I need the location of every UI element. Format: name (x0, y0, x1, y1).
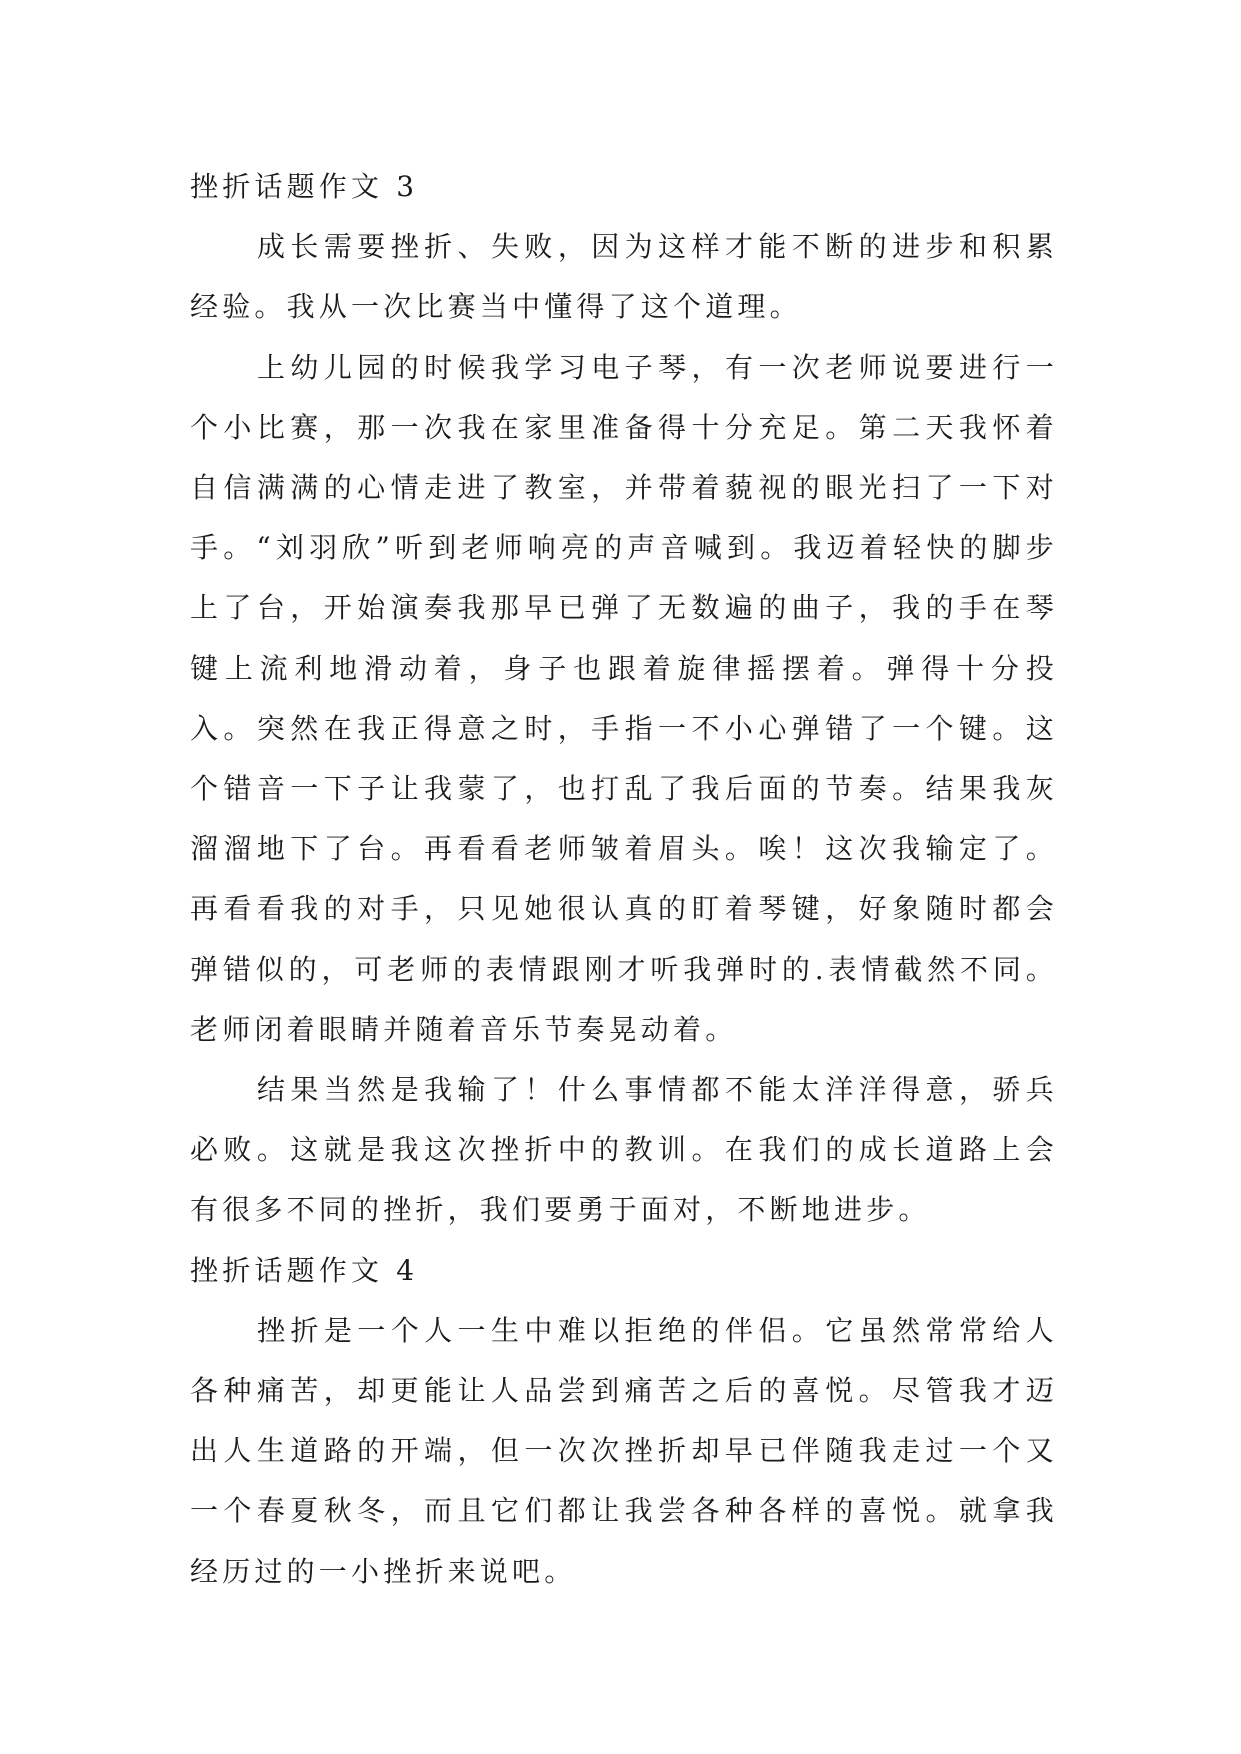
paragraph: 成长需要挫折、失败，因为这样才能不断的进步和积累经验。我从一次比赛当中懂得了这个道理。 (190, 230, 1058, 324)
paragraph: 结果当然是我输了！什么事情都不能太洋洋得意，骄兵必败。这就是我这次挫折中的教训。在我们的成长道路上会有很多不同的挫折，我们要勇于面对，不断地进步。 (190, 1073, 1058, 1227)
document-body (190, 157, 1058, 1602)
paragraph: 挫折是一个人一生中难以拒绝的伴侣。它虽然常常给人各种痛苦，却更能让人品尝到痛苦之后的喜悦。尽管我才迈出人生道路的开端，但一次次挫折却早已伴随我走过一个又一个春夏秋冬，而且它们都让我尝各种各样的喜悦。就拿我经历过的一小挫折来说吧。 (190, 1313, 1058, 1588)
section-heading: 挫折话题作文 4 (190, 1253, 419, 1287)
essay-section-4 (190, 1241, 1058, 1602)
section-heading: 挫折话题作文 3 (190, 170, 419, 203)
paragraph: 上幼儿园的时候我学习电子琴，有一次老师说要进行一个小比赛，那一次我在家里准备得十分充足。第二天我怀着自信满满的心情走进了教室，并带着藐视的眼光扫了一下对手。“刘羽欣”听到老师响亮的声音喊到。我迈着轻快的脚步上了台，开始演奏我那早已弹了无数遍的曲子，我的手在琴键上流利地滑动着，身子也跟着旋律摇摆着。弹得十分投入。突然在我正得意之时，手指一不小心弹错了一个键。这个错音一下子让我蒙了，也打乱了我后面的节奏。结果我灰溜溜地下了台。再看看老师皱着眉头。唉！这次我输定了。再看看我的对手，只见她很认真的盯着琴键，好象随时都会弹错似的，可老师的表情跟刚才听我弹时的.表情截然不同。老师闭着眼睛并随着音乐节奏晃动着。 (190, 350, 1058, 1046)
essay-section-3 (190, 157, 1058, 1241)
